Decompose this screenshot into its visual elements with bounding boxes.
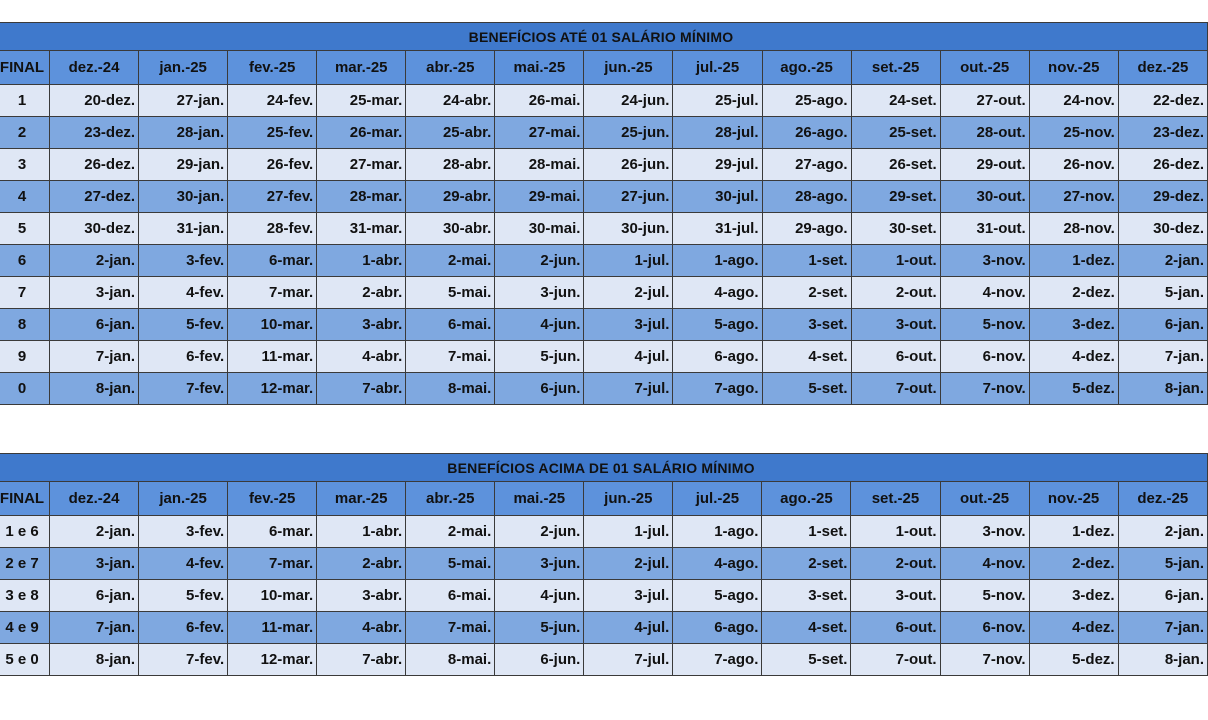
payment-date-cell: 7-abr. [317,373,406,405]
column-header-month: dez.-24 [50,482,139,516]
payment-date-cell: 2-out. [851,277,940,309]
payment-date-cell: 7-mar. [228,277,317,309]
payment-date-cell: 6-mai. [406,309,495,341]
column-header-month: jun.-25 [584,51,673,85]
payment-date-cell: 12-mar. [228,373,317,405]
payment-date-cell: 3-fev. [139,245,228,277]
table-row [0,213,1208,245]
table-row [0,373,1208,405]
payment-date-cell: 28-out. [940,117,1029,149]
payment-date-cell: 27-mar. [317,149,406,181]
payment-date-cell: 7-jan. [50,341,139,373]
payment-date-cell: 3-abr. [317,309,406,341]
final-digit-cell: 1 e 6 [0,516,50,548]
payment-date-cell: 29-out. [940,149,1029,181]
payment-date-cell: 26-fev. [228,149,317,181]
payment-date-cell: 5-fev. [139,580,228,612]
payment-date-cell: 6-mar. [228,245,317,277]
payment-date-cell: 22-dez. [1118,85,1207,117]
column-header-month: mar.-25 [317,51,406,85]
final-digit-cell: 0 [0,373,50,405]
payment-date-cell: 2-out. [851,548,940,580]
payment-date-cell: 31-out. [940,213,1029,245]
payment-date-cell: 30-dez. [1118,213,1207,245]
payment-date-cell: 3-out. [851,580,940,612]
payment-date-cell: 26-ago. [762,117,851,149]
payment-date-cell: 28-nov. [1029,213,1118,245]
payment-date-cell: 3-set. [762,580,851,612]
column-header-month: set.-25 [851,482,940,516]
final-digit-cell: 9 [0,341,50,373]
payment-date-cell: 3-dez. [1029,309,1118,341]
payment-date-cell: 1-jul. [584,516,673,548]
payment-date-cell: 7-mai. [406,341,495,373]
payment-date-cell: 3-nov. [940,516,1029,548]
final-digit-cell: 4 [0,181,50,213]
payment-date-cell: 29-jan. [139,149,228,181]
final-digit-cell: 5 e 0 [0,644,50,676]
payment-date-cell: 4-dez. [1029,612,1118,644]
payment-date-cell: 7-jan. [1118,341,1207,373]
payment-date-cell: 4-jul. [584,612,673,644]
payment-date-cell: 1-out. [851,245,940,277]
payment-date-cell: 7-nov. [940,644,1029,676]
payment-date-cell: 5-jan. [1118,277,1207,309]
payment-date-cell: 30-dez. [50,213,139,245]
payment-date-cell: 28-mar. [317,181,406,213]
column-header-month: mai.-25 [495,482,584,516]
table-row [0,580,1208,612]
payment-date-cell: 1-set. [762,516,851,548]
payment-date-cell: 30-abr. [406,213,495,245]
table-row [0,149,1208,181]
payment-date-cell: 5-jun. [495,341,584,373]
payment-date-cell: 4-ago. [673,277,762,309]
payment-date-cell: 3-jan. [50,277,139,309]
payment-date-cell: 1-jul. [584,245,673,277]
column-header-month: fev.-25 [228,482,317,516]
table-row [0,644,1208,676]
table-benefits-above-minimum-wage [0,453,1208,676]
table-row [0,309,1208,341]
payment-date-cell: 26-set. [851,149,940,181]
table-row [0,85,1208,117]
payment-date-cell: 2-jul. [584,548,673,580]
final-digit-cell: 6 [0,245,50,277]
payment-date-cell: 12-mar. [228,644,317,676]
column-header-month: mai.-25 [495,51,584,85]
payment-date-cell: 30-jun. [584,213,673,245]
column-header-month: jul.-25 [673,51,762,85]
payment-date-cell: 2-jan. [1118,245,1207,277]
payment-date-cell: 7-ago. [673,373,762,405]
payment-date-cell: 5-jan. [1118,548,1207,580]
payment-date-cell: 26-mar. [317,117,406,149]
schedule-table-1 [0,22,1208,405]
payment-date-cell: 4-ago. [673,548,762,580]
table-title: BENEFÍCIOS ATÉ 01 SALÁRIO MÍNIMO [0,23,1208,51]
payment-date-cell: 7-out. [851,373,940,405]
payment-date-cell: 25-ago. [762,85,851,117]
payment-date-cell: 28-fev. [228,213,317,245]
payment-date-cell: 30-jan. [139,181,228,213]
column-header-month: dez.-25 [1118,482,1207,516]
payment-date-cell: 6-fev. [139,612,228,644]
column-header-month: nov.-25 [1029,51,1118,85]
payment-date-cell: 8-mai. [406,373,495,405]
final-digit-cell: 4 e 9 [0,612,50,644]
payment-date-cell: 23-dez. [1118,117,1207,149]
payment-date-cell: 6-mai. [406,580,495,612]
payment-date-cell: 3-fev. [139,516,228,548]
schedule-table-2 [0,453,1208,676]
payment-date-cell: 6-ago. [673,612,762,644]
column-header-month: set.-25 [851,51,940,85]
payment-date-cell: 4-nov. [940,548,1029,580]
payment-date-cell: 6-ago. [673,341,762,373]
payment-date-cell: 1-dez. [1029,516,1118,548]
payment-date-cell: 7-fev. [139,373,228,405]
payment-date-cell: 27-jun. [584,181,673,213]
final-digit-cell: 3 [0,149,50,181]
column-header-final: FINAL [0,51,50,85]
payment-date-cell: 28-ago. [762,181,851,213]
payment-date-cell: 29-dez. [1118,181,1207,213]
payment-date-cell: 7-jul. [584,644,673,676]
payment-date-cell: 27-mai. [495,117,584,149]
payment-date-cell: 27-fev. [228,181,317,213]
table-row [0,245,1208,277]
table-row [0,277,1208,309]
payment-date-cell: 6-jun. [495,644,584,676]
payment-date-cell: 8-jan. [50,644,139,676]
payment-date-cell: 11-mar. [228,341,317,373]
payment-date-cell: 27-dez. [50,181,139,213]
payment-date-cell: 7-abr. [317,644,406,676]
payment-date-cell: 2-jan. [50,245,139,277]
payment-date-cell: 29-ago. [762,213,851,245]
payment-date-cell: 4-abr. [317,341,406,373]
payment-date-cell: 3-jun. [495,548,584,580]
payment-date-cell: 4-jul. [584,341,673,373]
payment-date-cell: 2-abr. [317,548,406,580]
payment-date-cell: 27-ago. [762,149,851,181]
column-header-month: abr.-25 [406,51,495,85]
column-header-month: dez.-25 [1118,51,1207,85]
final-digit-cell: 8 [0,309,50,341]
payment-date-cell: 2-set. [762,548,851,580]
payment-date-cell: 5-set. [762,373,851,405]
payment-date-cell: 31-jul. [673,213,762,245]
payment-date-cell: 2-mai. [406,516,495,548]
table-row [0,548,1208,580]
final-digit-cell: 5 [0,213,50,245]
payment-date-cell: 7-mar. [228,548,317,580]
final-digit-cell: 2 [0,117,50,149]
payment-date-cell: 4-jun. [495,309,584,341]
column-header-final: FINAL [0,482,50,516]
table-row [0,341,1208,373]
payment-date-cell: 28-jul. [673,117,762,149]
final-digit-cell: 2 e 7 [0,548,50,580]
payment-date-cell: 8-jan. [50,373,139,405]
payment-date-cell: 6-out. [851,612,940,644]
payment-date-cell: 28-abr. [406,149,495,181]
payment-date-cell: 5-dez. [1029,644,1118,676]
payment-date-cell: 25-mar. [317,85,406,117]
payment-date-cell: 4-dez. [1029,341,1118,373]
payment-date-cell: 3-out. [851,309,940,341]
payment-date-cell: 2-dez. [1029,548,1118,580]
column-header-month: jan.-25 [139,482,228,516]
payment-date-cell: 7-nov. [940,373,1029,405]
payment-date-cell: 4-abr. [317,612,406,644]
column-header-month: dez.-24 [50,51,139,85]
payment-date-cell: 3-set. [762,309,851,341]
payment-date-cell: 4-set. [762,612,851,644]
payment-date-cell: 7-fev. [139,644,228,676]
payment-date-cell: 5-fev. [139,309,228,341]
payment-date-cell: 6-out. [851,341,940,373]
payment-date-cell: 5-ago. [673,580,762,612]
payment-date-cell: 6-jan. [1118,309,1207,341]
column-header-month: jul.-25 [673,482,762,516]
column-header-month: ago.-25 [762,482,851,516]
payment-date-cell: 7-jan. [50,612,139,644]
payment-date-cell: 30-mai. [495,213,584,245]
payment-date-cell: 26-dez. [50,149,139,181]
payment-date-cell: 6-jan. [50,309,139,341]
table-benefits-up-to-minimum-wage [0,22,1208,405]
payment-date-cell: 20-dez. [50,85,139,117]
column-header-month: out.-25 [940,51,1029,85]
payment-date-cell: 30-jul. [673,181,762,213]
payment-date-cell: 6-jan. [50,580,139,612]
column-header-month: fev.-25 [228,51,317,85]
payment-date-cell: 5-dez. [1029,373,1118,405]
final-digit-cell: 3 e 8 [0,580,50,612]
payment-date-cell: 24-jun. [584,85,673,117]
payment-date-cell: 3-jul. [584,309,673,341]
payment-date-cell: 1-ago. [673,516,762,548]
payment-date-cell: 3-dez. [1029,580,1118,612]
table-row [0,117,1208,149]
payment-date-cell: 1-ago. [673,245,762,277]
payment-date-cell: 2-set. [762,277,851,309]
table-row [0,516,1208,548]
payment-date-cell: 3-nov. [940,245,1029,277]
column-header-month: abr.-25 [406,482,495,516]
payment-date-cell: 6-jun. [495,373,584,405]
payment-date-cell: 29-set. [851,181,940,213]
payment-date-cell: 2-mai. [406,245,495,277]
payment-date-cell: 25-fev. [228,117,317,149]
payment-date-cell: 3-abr. [317,580,406,612]
payment-date-cell: 31-mar. [317,213,406,245]
column-header-month: jun.-25 [584,482,673,516]
payment-date-cell: 2-abr. [317,277,406,309]
column-header-month: nov.-25 [1029,482,1118,516]
payment-date-cell: 1-abr. [317,245,406,277]
final-digit-cell: 7 [0,277,50,309]
payment-date-cell: 8-mai. [406,644,495,676]
payment-date-cell: 2-jun. [495,516,584,548]
payment-date-cell: 26-nov. [1029,149,1118,181]
payment-date-cell: 4-nov. [940,277,1029,309]
table-title: BENEFÍCIOS ACIMA DE 01 SALÁRIO MÍNIMO [0,454,1208,482]
payment-date-cell: 3-jul. [584,580,673,612]
payment-date-cell: 25-jun. [584,117,673,149]
payment-date-cell: 3-jun. [495,277,584,309]
payment-date-cell: 6-jan. [1118,580,1207,612]
payment-date-cell: 1-out. [851,516,940,548]
payment-date-cell: 1-dez. [1029,245,1118,277]
payment-date-cell: 5-set. [762,644,851,676]
payment-date-cell: 3-jan. [50,548,139,580]
payment-date-cell: 4-fev. [139,277,228,309]
payment-date-cell: 30-set. [851,213,940,245]
column-header-month: ago.-25 [762,51,851,85]
payment-date-cell: 25-abr. [406,117,495,149]
column-header-month: jan.-25 [139,51,228,85]
payment-date-cell: 4-jun. [495,580,584,612]
payment-date-cell: 5-mai. [406,548,495,580]
payment-date-cell: 25-set. [851,117,940,149]
payment-date-cell: 30-out. [940,181,1029,213]
payment-date-cell: 7-jul. [584,373,673,405]
payment-date-cell: 24-set. [851,85,940,117]
payment-date-cell: 26-mai. [495,85,584,117]
payment-date-cell: 29-mai. [495,181,584,213]
payment-date-cell: 10-mar. [228,580,317,612]
payment-date-cell: 2-dez. [1029,277,1118,309]
payment-date-cell: 27-jan. [139,85,228,117]
payment-date-cell: 7-mai. [406,612,495,644]
payment-date-cell: 1-set. [762,245,851,277]
payment-date-cell: 29-jul. [673,149,762,181]
payment-date-cell: 25-nov. [1029,117,1118,149]
payment-date-cell: 27-nov. [1029,181,1118,213]
payment-date-cell: 29-abr. [406,181,495,213]
payment-date-cell: 11-mar. [228,612,317,644]
payment-date-cell: 7-ago. [673,644,762,676]
payment-date-cell: 2-jan. [50,516,139,548]
payment-date-cell: 6-mar. [228,516,317,548]
payment-date-cell: 8-jan. [1118,644,1207,676]
payment-date-cell: 28-mai. [495,149,584,181]
payment-date-cell: 2-jul. [584,277,673,309]
payment-date-cell: 8-jan. [1118,373,1207,405]
final-digit-cell: 1 [0,85,50,117]
column-header-month: mar.-25 [317,482,406,516]
payment-date-cell: 6-fev. [139,341,228,373]
payment-date-cell: 24-fev. [228,85,317,117]
payment-date-cell: 4-fev. [139,548,228,580]
payment-date-cell: 23-dez. [50,117,139,149]
payment-date-cell: 24-nov. [1029,85,1118,117]
header-row [0,51,1208,85]
payment-date-cell: 1-abr. [317,516,406,548]
payment-date-cell: 4-set. [762,341,851,373]
header-row [0,482,1208,516]
payment-date-cell: 25-jul. [673,85,762,117]
payment-date-cell: 10-mar. [228,309,317,341]
payment-date-cell: 2-jan. [1118,516,1207,548]
payment-date-cell: 27-out. [940,85,1029,117]
payment-date-cell: 6-nov. [940,341,1029,373]
payment-date-cell: 31-jan. [139,213,228,245]
payment-date-cell: 6-nov. [940,612,1029,644]
payment-date-cell: 26-jun. [584,149,673,181]
table-row [0,181,1208,213]
payment-date-cell: 2-jun. [495,245,584,277]
payment-date-cell: 7-out. [851,644,940,676]
payment-date-cell: 5-mai. [406,277,495,309]
payment-date-cell: 24-abr. [406,85,495,117]
column-header-month: out.-25 [940,482,1029,516]
payment-date-cell: 5-ago. [673,309,762,341]
payment-date-cell: 7-jan. [1118,612,1207,644]
payment-date-cell: 28-jan. [139,117,228,149]
payment-date-cell: 5-nov. [940,309,1029,341]
payment-date-cell: 5-nov. [940,580,1029,612]
table-row [0,612,1208,644]
payment-date-cell: 26-dez. [1118,149,1207,181]
payment-date-cell: 5-jun. [495,612,584,644]
